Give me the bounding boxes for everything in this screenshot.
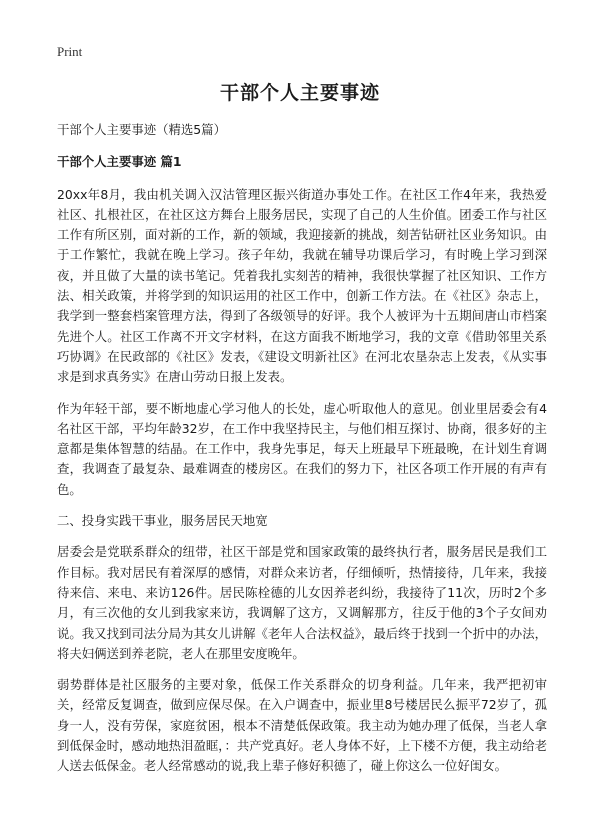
section-heading: 干部个人主要事迹 篇1 [57,154,182,170]
paragraph: 弱势群体是社区服务的主要对象，低保工作关系群众的切身利益。几年来，我严把初审关，经常反复调查，做到应保尽保。在入户调查中，振业里8号楼居民么振平72岁了，孤身一人，没有劳保，家庭贫困，根本不清楚低保政策。我主动为她办理了低保，当老人拿到低保金时，感动地热泪盈眶，：共产党真好。老人身体不好，上下楼不方便，我主动给老人送去低保金。老人经常感动的说,我上辈子修好积德了，碰上你这么一位好闺女。 [57,677,547,774]
document-subtitle: 干部个人主要事迹（精选5篇） [57,122,226,137]
sub-heading: 二、投身实践干事业，服务居民天地宽 [57,513,268,529]
paragraph: 居委会是党联系群众的纽带，社区干部是党和国家政策的最终执行者，服务居民是我们工作目标。我对居民有着深厚的感情，对群众来访者，仔细倾听，热情接待，几年来，我接待来信、来电、来访126件。居民陈栓德的儿女因养老纠纷，我接待了11次，历时2个多月，有三次他的女儿到我家来访，我调解了这方，又调解那方，往反于他的3个子女间劝说。我又找到司法分局为其女儿讲解《老年人合法权益》，最后终于找到一个折中的办法，将夫妇俩送到养老院，老人在那里安度晚年。 [57,544,547,661]
document-title: 干部个人主要事迹 [219,82,380,104]
paragraph: 20xx年8月，我由机关调入汉沽管理区振兴街道办事处工作。在社区工作4年来，我热爱社区、扎根社区，在社区这方舞台上服务居民，实现了自己的人生价值。团委工作与社区工作有所区别，面对新的工作，新的领域，我迎接新的挑战，刻苦钻研社区业务知识。由于工作繁忙，我就在晚上学习。孩子年幼，我就在辅导功课后学习，有时晚上学习到深夜，并且做了大量的读书笔记。凭着我扎实刻苦的精神，我很快掌握了社区知识、工作方法、相关政策，并将学到的知识运用的社区工作中，创新工作方法。在《社区》杂志上，我学到一整套档案管理方法，得到了各级领导的好评。我个人被评为十五期间唐山市档案先进个人。社区工作离不开文字材料，在这方面我不断地学习，我的文章《借助邻里关系巧协调》在民政部的《社区》发表，《建设文明新社区》在河北农垦杂志上发表，《从实事求是到求真务实》在唐山劳动日报上发表。 [57,186,547,385]
document-body [57,120,547,788]
print-link[interactable]: Print [57,44,83,59]
paragraph: 作为年轻干部，要不断地虚心学习他人的长处，虚心听取他人的意见。创业里居委会有4名社区干部，平均年龄32岁，在工作中我坚持民主，与他们相互探讨、协商，很多好的主意都是集体智慧的结晶。在工作中，我身先事足，每天上班最早下班最晚，在计划生育调查，我调查了最复杂、最难调查的楼房区。在我们的努力下，社区各项工作开展的有声有色。 [57,400,547,497]
